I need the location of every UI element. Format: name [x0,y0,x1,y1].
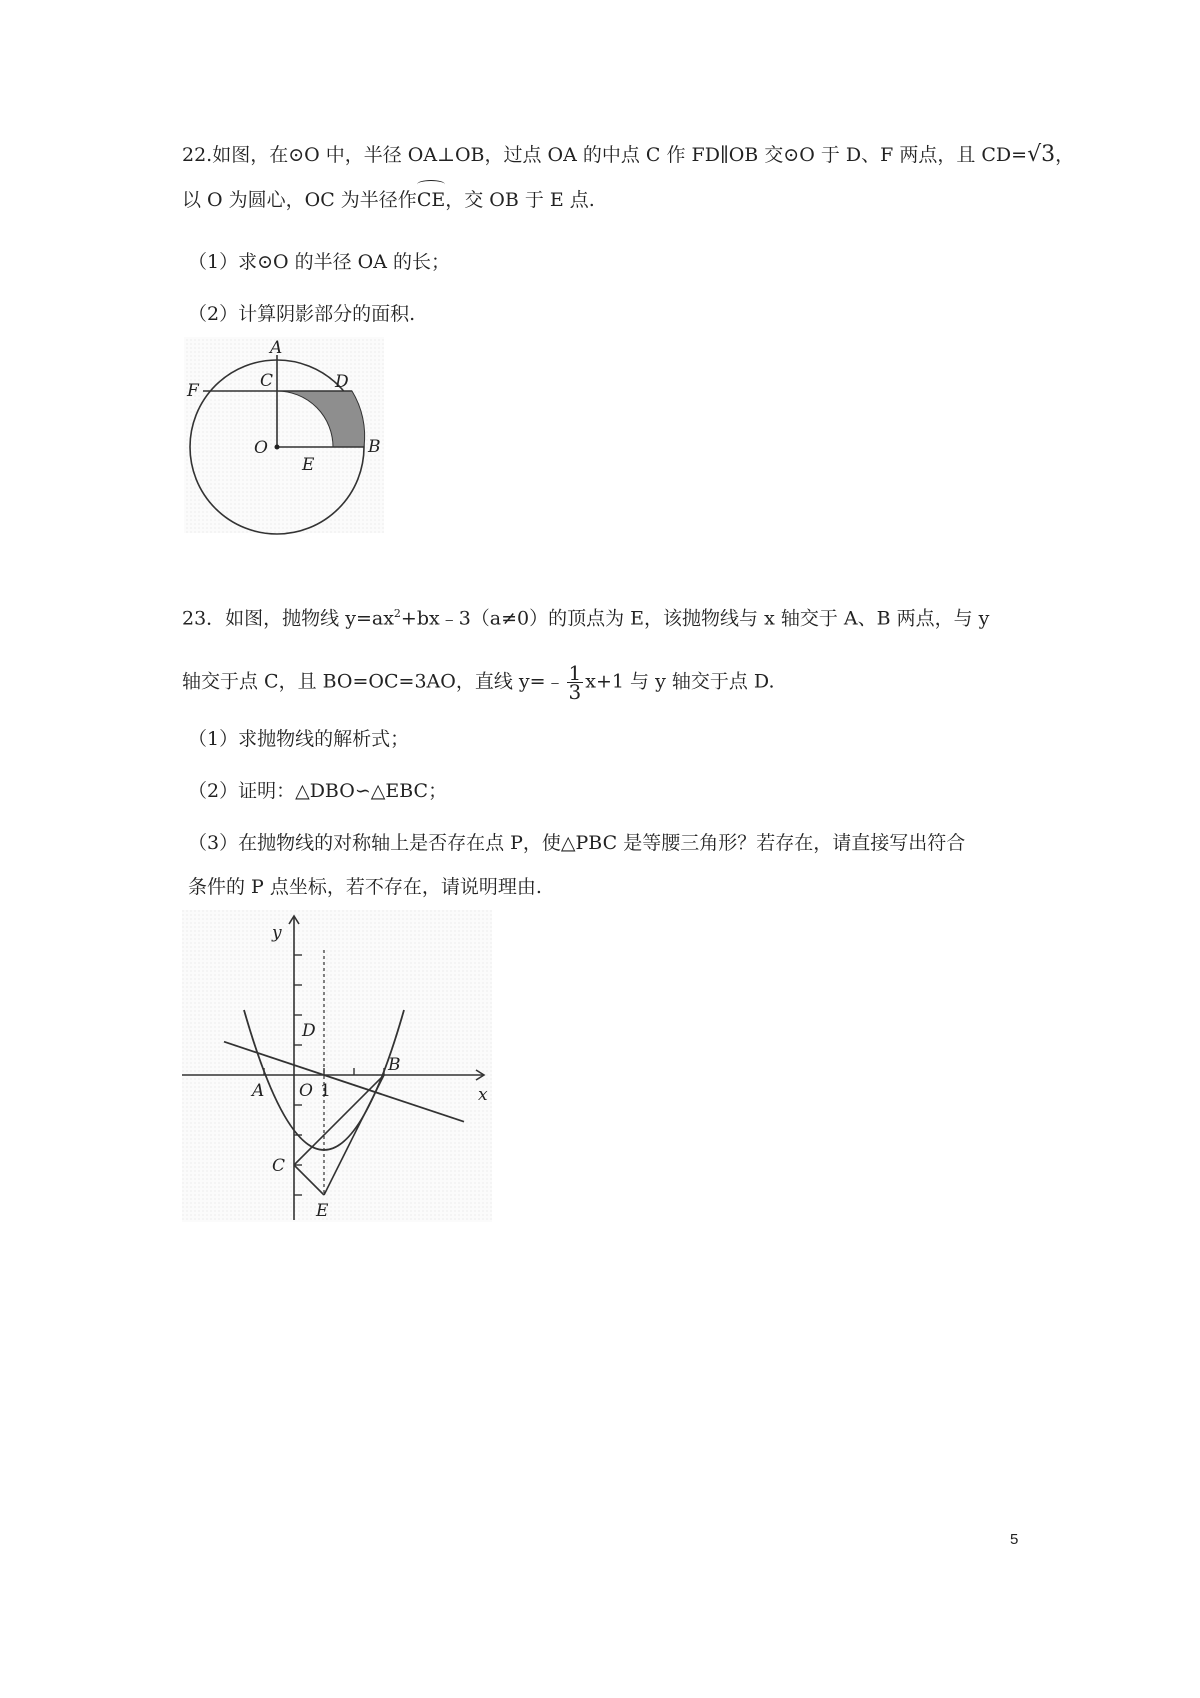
q23-line2 [182,661,775,704]
q23-label-d: D [302,1021,316,1041]
q23-label-c: C [272,1156,286,1176]
q22-label-e: E [302,455,315,475]
q23-part3-line2: 条件的 P 点坐标，若不存在，请说明理由. [188,876,542,898]
q22-line1 [182,141,1074,169]
q23-figure-background [182,910,492,1222]
q22-line2-end: ，交 OB 于 E 点. [445,189,595,211]
q23-line1 [182,600,989,632]
q22-arc-ce: CE [417,186,445,214]
q22-part1: （1）求⊙O 的半径 OA 的长； [188,251,451,273]
q23-label-b: B [388,1055,401,1075]
q22-figure [182,335,387,535]
q22-line1-end: ， [1055,144,1075,166]
q23-line2-end: x+1 与 y 轴交于点 D. [585,670,775,693]
q23-label-x: x [478,1085,488,1105]
q22-label-c: C [260,371,274,391]
q22-line2 [182,186,595,214]
q23-label-o: O [299,1081,313,1101]
q22-part2: （2）计算阴影部分的面积. [188,303,416,325]
q23-label-one: 1 [320,1081,331,1101]
q23-part1: （1）求抛物线的解析式； [188,728,410,750]
q23-fraction-denominator: 3 [568,680,582,704]
q23-exponent: 2 [393,607,401,620]
q22-line2-text: 以 O 为圆心，OC 为半径作 [182,189,417,211]
q23-figure [182,910,497,1225]
q23-label-e: E [316,1201,329,1221]
q22-sqrt3: √3 [1027,142,1056,167]
q22-label-f: F [187,381,199,401]
q23-fraction [567,661,584,704]
q23-line1-end: +bx﹣3（a≠0）的顶点为 E，该抛物线与 x 轴交于 A、B 两点，与 y [400,607,990,630]
q23-line1-text: 23．如图，抛物线 y=ax [182,607,394,630]
q22-center-point [275,445,280,450]
q22-label-o: O [254,438,268,458]
q22-label-b: B [368,437,381,457]
q22-line1-text: 22.如图，在⊙O 中，半径 OA⊥OB，过点 OA 的中点 C 作 FD∥OB 交⊙O 于 D、F 两点，且 CD= [182,144,1028,166]
q23-label-y: y [272,923,282,943]
q23-line2-text: 轴交于点 C，且 BO=OC=3AO，直线 y=﹣ [182,670,565,693]
q23-part3-line1: （3）在抛物线的对称轴上是否存在点 P，使△PBC 是等腰三角形？若存在，请直接写出符合 [188,832,966,854]
q22-label-d: D [335,372,349,392]
q23-label-a: A [252,1081,265,1101]
q23-part2: （2）证明：△DBO∽△EBC； [188,780,448,802]
q22-label-a: A [270,338,283,358]
q23-fraction-numerator: 1 [568,661,582,685]
page-number: 5 [1010,1531,1019,1548]
